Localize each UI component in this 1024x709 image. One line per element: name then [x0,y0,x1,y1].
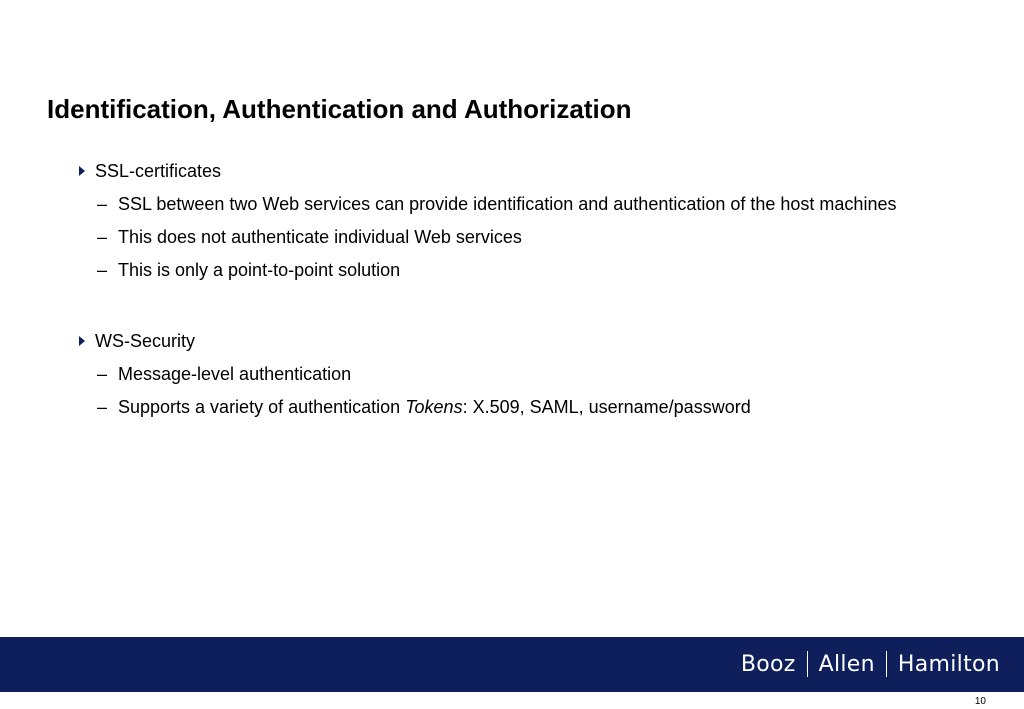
footer-bar [0,637,1024,692]
logo-word-booz: Booz [740,651,796,677]
dash-icon: – [97,227,108,247]
sub-bullet-item [0,193,1024,215]
sub-bullet-item [0,226,1024,248]
dash-icon: – [97,364,108,384]
tokens-suffix: : X.509, SAML, username/password [462,397,751,417]
triangle-right-icon [79,336,85,346]
sub-bullet-text: SSL between two Web services can provide identification and authentication of the host machines [118,194,897,214]
logo-divider [886,651,887,677]
sub-bullet-list [0,193,1024,281]
tokens-prefix: Supports a variety of authentication [118,397,406,417]
sub-bullet-text: Message-level authentication [118,364,352,384]
triangle-right-icon [79,166,85,176]
dash-icon: – [97,397,108,417]
sub-bullet-text-tokens [118,396,908,418]
bullet-row [0,330,1024,354]
logo-divider [807,651,808,677]
sub-bullet-item [0,363,1024,385]
sub-bullet-list [0,363,1024,418]
logo-word-hamilton: Hamilton [897,651,1000,677]
slide-title: Identification, Authentication and Authorization [47,94,632,124]
bullet-ws-security [0,330,1024,429]
booz-allen-hamilton-logo [741,650,1000,678]
bullet-label: WS-Security [95,331,196,351]
bullet-label: SSL-certificates [95,161,222,181]
page-number: 10 [974,696,986,707]
sub-bullet-item [0,259,1024,281]
dash-icon: – [97,194,108,214]
bullet-row [0,160,1024,184]
tokens-emphasis: Tokens [405,397,463,417]
bullet-ssl-certificates [0,160,1024,292]
dash-icon: – [97,260,108,280]
logo-word-allen: Allen [818,651,875,677]
sub-bullet-item [0,396,1024,418]
sub-bullet-text: This does not authenticate individual Web services [118,227,522,247]
sub-bullet-text: This is only a point-to-point solution [118,260,401,280]
